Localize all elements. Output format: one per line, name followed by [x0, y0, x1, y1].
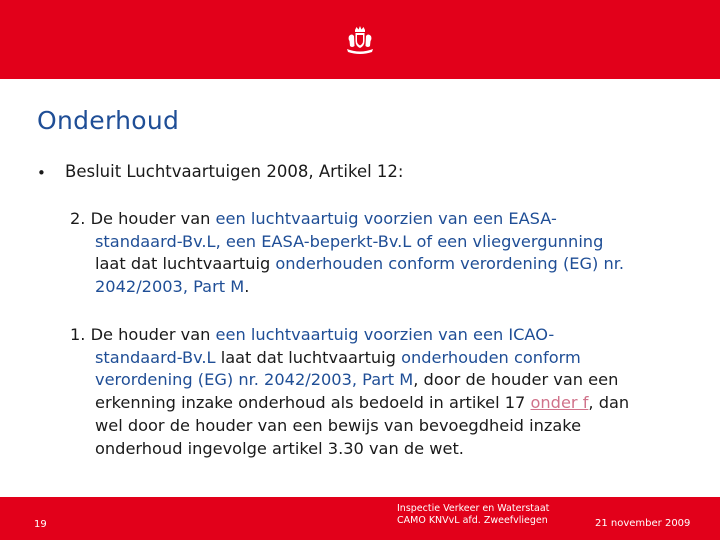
para2-highlight: verordening (EG) nr. 2042/2003, Part M: [95, 370, 414, 390]
para2-text: laat dat luchtvaartuig: [215, 347, 402, 367]
page-number: 19: [34, 519, 47, 530]
bullet-dot-icon: •: [37, 164, 46, 182]
para2-text: , door de houder van een: [413, 370, 619, 390]
bullet-item: [37, 162, 403, 184]
article-paragraph-1: [70, 324, 710, 460]
para1-highlight: standaard-Bv.L, een EASA-beperkt-Bv.L of een vliegvergunning: [95, 231, 604, 251]
org-line-1: Inspectie Verkeer en Waterstaat: [397, 503, 550, 514]
slide-title: Onderhoud: [37, 106, 180, 135]
para1-highlight: een luchtvaartuig voorzien van een EASA-: [215, 209, 557, 228]
dutch-coat-of-arms-icon: [343, 24, 377, 58]
footer-date: 21 november 2009: [595, 518, 691, 529]
onder-f-link[interactable]: onder f: [530, 393, 589, 413]
org-line-2: CAMO KNVvL afd. Zweefvliegen: [397, 515, 548, 526]
para2-text: onderhoud ingevolge artikel 3.30 van de wet.: [95, 438, 464, 458]
para2-highlight: standaard-Bv.L: [95, 347, 216, 367]
para2-text: erkenning inzake onderhoud als bedoeld in artikel 17: [95, 393, 531, 413]
para1-highlight: 2042/2003, Part M: [95, 277, 245, 297]
para2-highlight: een luchtvaartuig voorzien van een ICAO-: [215, 325, 555, 344]
para1-highlight: onderhouden conform verordening (EG) nr.: [275, 254, 625, 274]
para2-text: 1. De houder van: [70, 325, 216, 344]
para2-text: , dan: [588, 393, 630, 413]
para2-text: wel door de houder van een bewijs van bevoegdheid inzake: [95, 415, 582, 435]
footer-bar: [0, 497, 720, 540]
header-bar: [0, 0, 720, 79]
para1-text: .: [244, 277, 250, 297]
footer-organization: [397, 503, 549, 527]
para1-text: 2. De houder van: [70, 209, 216, 228]
para2-highlight: onderhouden conform: [401, 347, 581, 367]
article-paragraph-2: [70, 208, 710, 299]
para1-text: laat dat luchtvaartuig: [95, 254, 276, 274]
bullet-text: Besluit Luchtvaartuigen 2008, Artikel 12:: [65, 162, 404, 181]
